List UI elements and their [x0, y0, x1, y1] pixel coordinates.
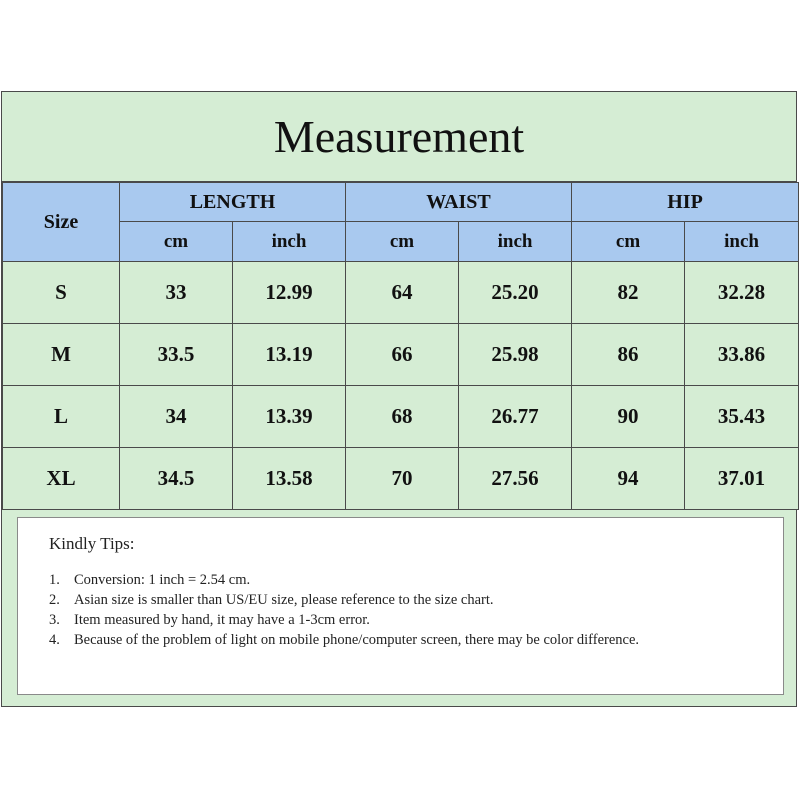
- hip-inch-cell: 33.86: [685, 324, 799, 386]
- unit-header-row: [3, 222, 799, 262]
- length-inch-cell: 12.99: [233, 262, 346, 324]
- size-label: M: [3, 324, 120, 386]
- waist-cm-cell: 64: [346, 262, 459, 324]
- length-cm-cell: 34: [120, 386, 233, 448]
- hip-cm-cell: 82: [572, 262, 685, 324]
- tip-item: [49, 610, 729, 630]
- unit-header: cm: [572, 222, 685, 262]
- tip-item: [49, 630, 729, 650]
- length-inch-cell: 13.19: [233, 324, 346, 386]
- hip-group-header: HIP: [572, 183, 799, 222]
- waist-inch-cell: 27.56: [459, 448, 572, 510]
- unit-header: inch: [459, 222, 572, 262]
- unit-header: inch: [233, 222, 346, 262]
- size-table: [2, 182, 799, 510]
- tip-number: 2.: [49, 592, 60, 608]
- table-row: [3, 262, 799, 324]
- length-group-header: LENGTH: [120, 183, 346, 222]
- waist-cm-cell: 70: [346, 448, 459, 510]
- tip-number: 1.: [49, 572, 60, 588]
- waist-cm-cell: 68: [346, 386, 459, 448]
- table-row: [3, 324, 799, 386]
- unit-header: cm: [346, 222, 459, 262]
- waist-inch-cell: 25.20: [459, 262, 572, 324]
- tip-text: Because of the problem of light on mobile phone/computer screen, there may be color difference.: [74, 632, 640, 648]
- unit-header: inch: [685, 222, 799, 262]
- waist-inch-cell: 26.77: [459, 386, 572, 448]
- waist-group-header: WAIST: [346, 183, 572, 222]
- tips-list: [49, 570, 729, 650]
- length-inch-cell: 13.39: [233, 386, 346, 448]
- size-chart: [1, 91, 797, 707]
- size-label: XL: [3, 448, 120, 510]
- hip-cm-cell: 94: [572, 448, 685, 510]
- tip-item: [49, 570, 729, 590]
- tip-number: 3.: [49, 612, 60, 628]
- hip-inch-cell: 37.01: [685, 448, 799, 510]
- size-label: S: [3, 262, 120, 324]
- table-row: [3, 448, 799, 510]
- unit-header: cm: [120, 222, 233, 262]
- length-cm-cell: 34.5: [120, 448, 233, 510]
- length-inch-cell: 13.58: [233, 448, 346, 510]
- waist-inch-cell: 25.98: [459, 324, 572, 386]
- waist-cm-cell: 66: [346, 324, 459, 386]
- tip-item: [49, 590, 729, 610]
- tips-box: [17, 517, 784, 695]
- chart-title: Measurement: [2, 92, 796, 182]
- tip-text: Item measured by hand, it may have a 1-3cm error.: [74, 612, 370, 628]
- length-cm-cell: 33: [120, 262, 233, 324]
- size-label: L: [3, 386, 120, 448]
- tip-number: 4.: [49, 632, 60, 648]
- tip-text: Conversion: 1 inch = 2.54 cm.: [74, 572, 251, 588]
- tips-title: Kindly Tips:: [49, 534, 135, 553]
- table-row: [3, 386, 799, 448]
- tip-text: Asian size is smaller than US/EU size, please reference to the size chart.: [74, 592, 494, 608]
- hip-inch-cell: 32.28: [685, 262, 799, 324]
- hip-cm-cell: 86: [572, 324, 685, 386]
- hip-inch-cell: 35.43: [685, 386, 799, 448]
- size-column-header: Size: [3, 183, 120, 262]
- length-cm-cell: 33.5: [120, 324, 233, 386]
- hip-cm-cell: 90: [572, 386, 685, 448]
- group-header-row: [3, 183, 799, 222]
